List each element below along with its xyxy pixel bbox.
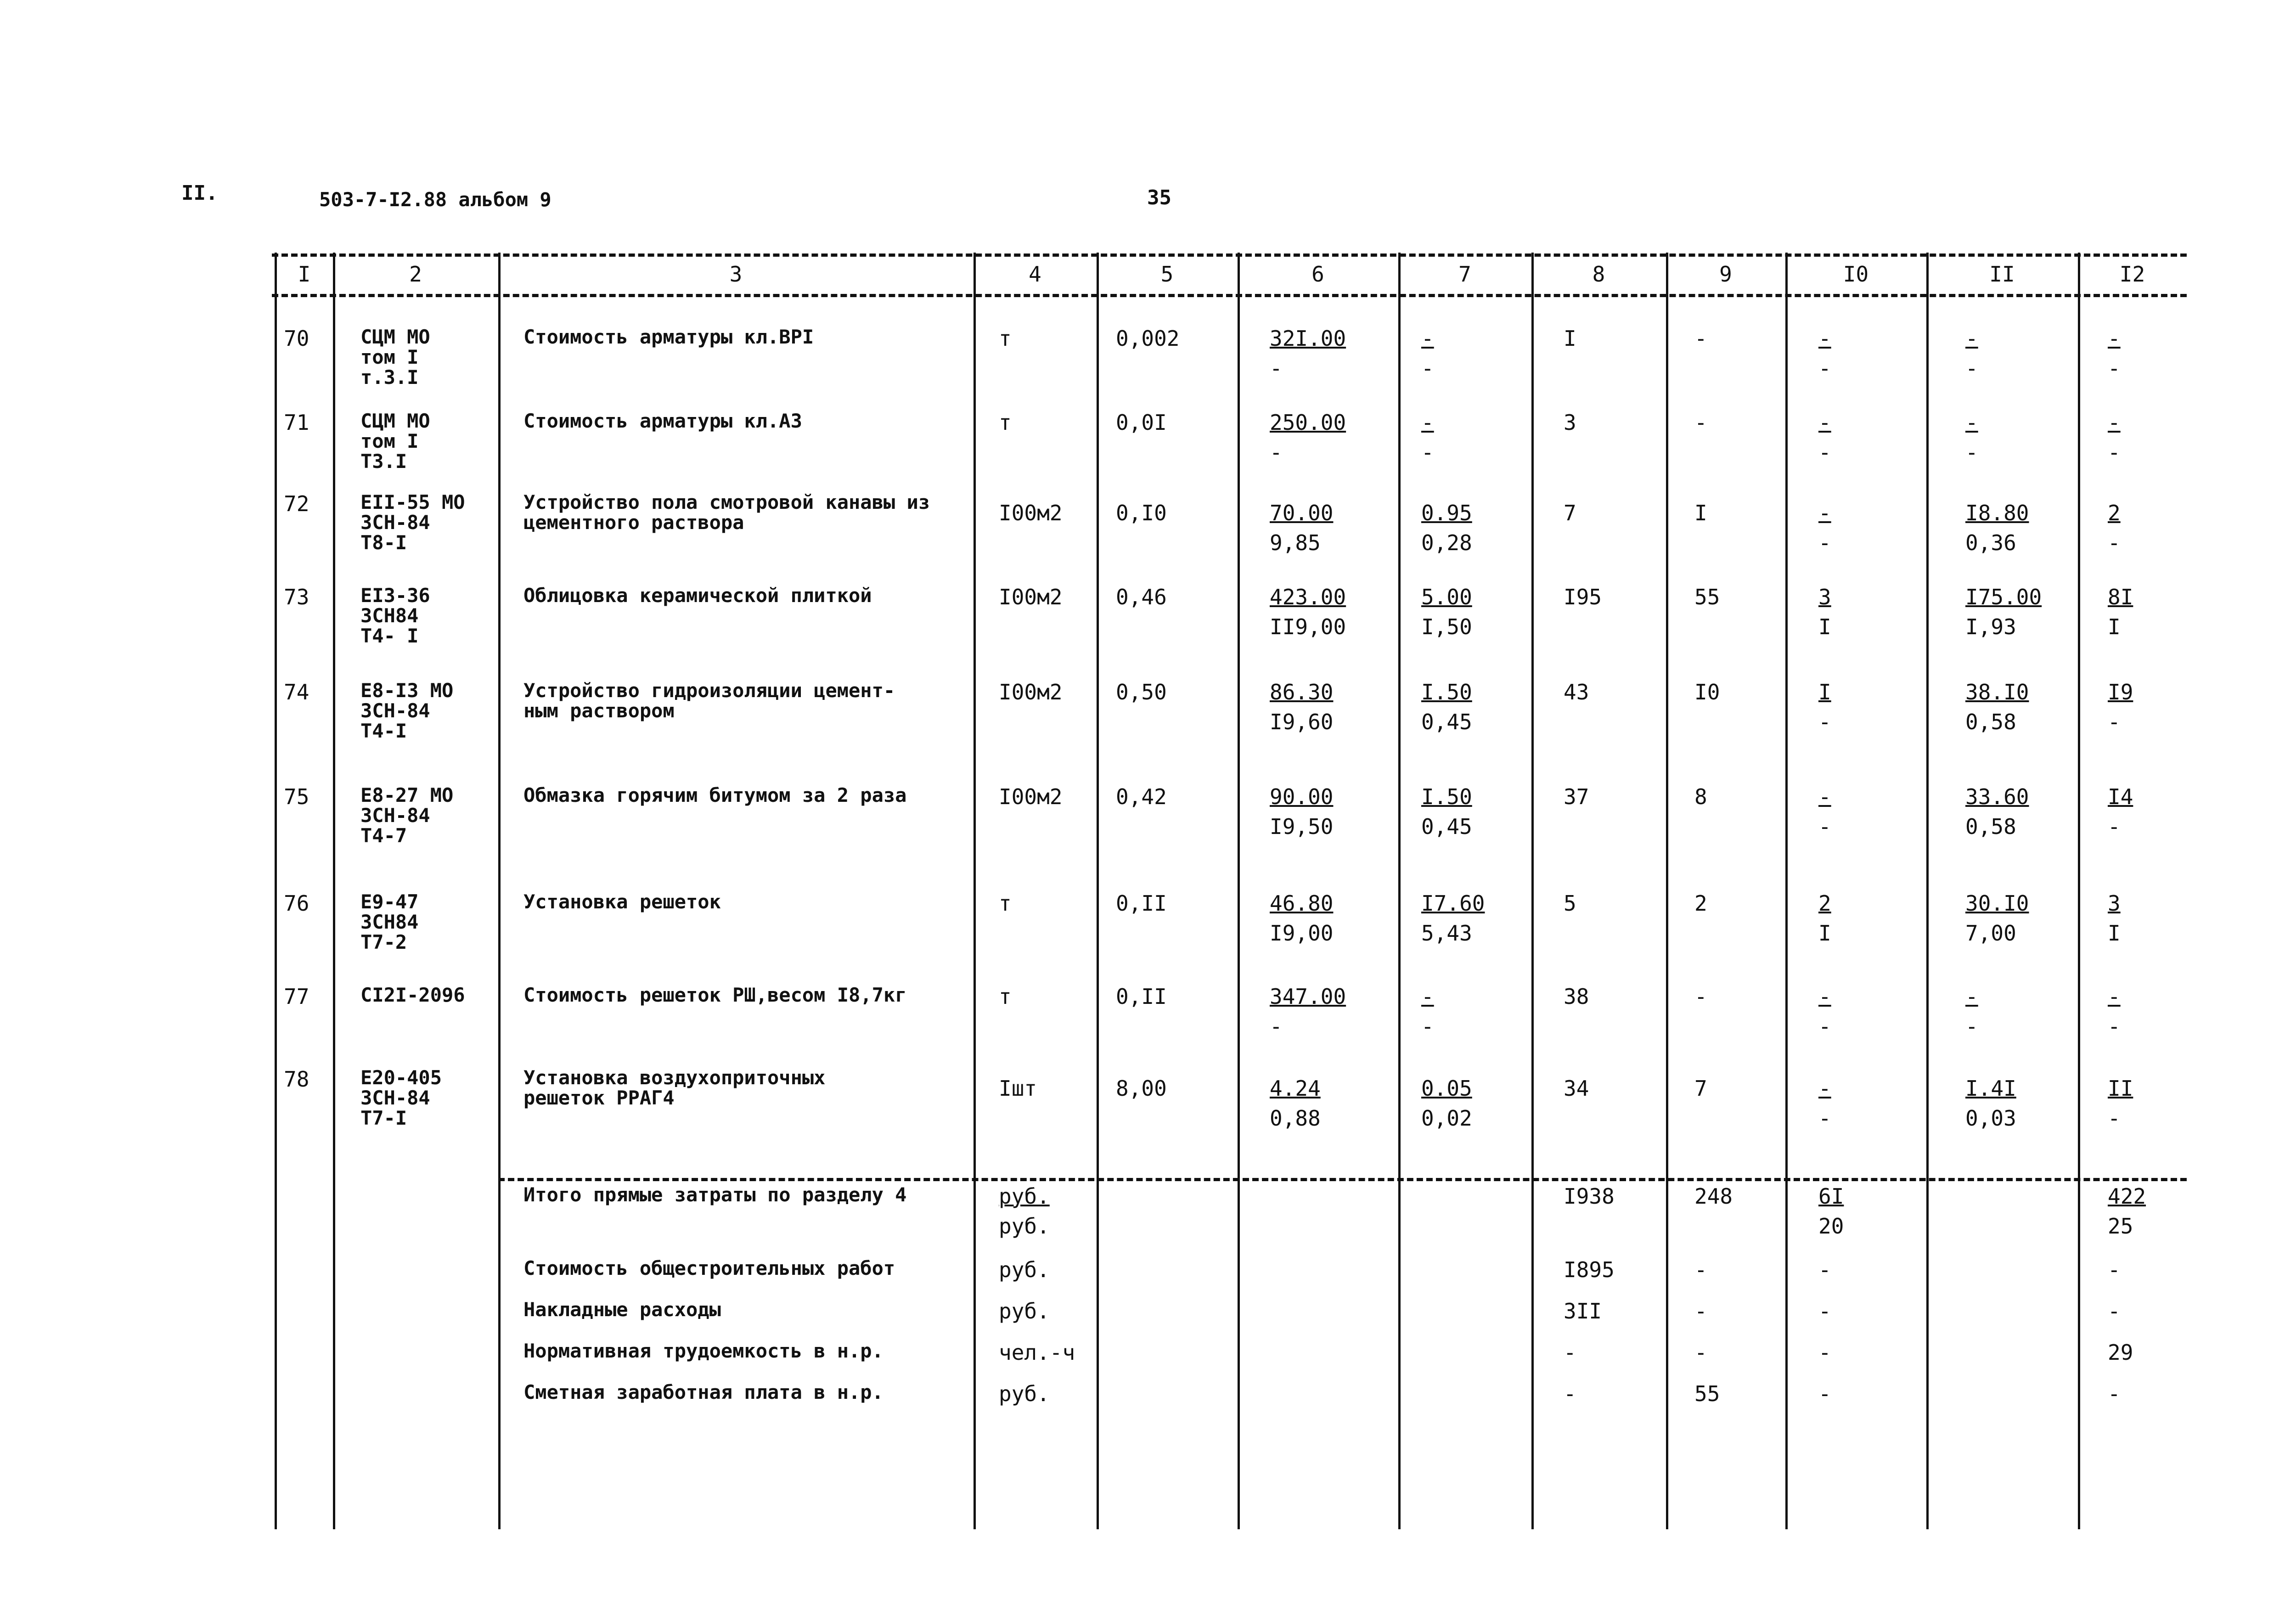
row-wage-total: - [1694,410,1707,435]
row-labor: 33.60 [1965,784,2029,809]
row-wage-total: 2 [1694,891,1707,916]
column-header-6: 6 [1311,262,1324,287]
row-code: Е20-405 ЗСН-84 Т7-I [360,1066,442,1129]
row-number: 72 [284,491,310,516]
row-labor-total: I4 [2108,784,2133,809]
row-name: Обмазка горячим битумом за 2 раза [523,784,907,806]
col-line [974,253,976,1529]
row-labor: - [1965,326,1978,351]
row-price-wage: II9,00 [1270,614,1346,639]
totals-col10: - [1818,1340,1831,1365]
row-name: Стоимость решеток РШ,весом I8,7кг [523,984,907,1006]
row-wage-total: I0 [1694,680,1720,704]
corner-number: II. [181,181,218,205]
row-labor-total-b: - [2108,814,2121,839]
row-number: 70 [284,326,310,351]
col-line [498,253,501,1529]
row-machine-wage-total: I [1818,921,1831,946]
row-unit: т [999,891,1012,916]
column-header-11: II [1989,262,2015,287]
row-labor-b: - [1965,440,1978,465]
row-total: 3 [1564,410,1576,435]
row-labor-b: 7,00 [1965,921,2016,946]
col-line [1785,253,1788,1529]
row-machine-total: - [1818,501,1831,525]
totals-col10: - [1818,1257,1831,1282]
totals-unit-2: руб. [999,1214,1050,1239]
row-number: 77 [284,984,310,1009]
column-header-4: 4 [1029,262,1041,287]
row-number: 71 [284,410,310,435]
row-machine-wage-total: - [1818,710,1831,734]
totals-col8: I938 [1564,1184,1615,1209]
row-name: Устройство пола смотровой канавы из цементного раствора [523,491,930,534]
row-machine-wage: 0,02 [1421,1106,1472,1131]
row-machine-wage-total: I [1818,614,1831,639]
row-qty: 0,002 [1116,326,1180,351]
row-wage-total: - [1694,984,1707,1009]
row-code: ЕII-55 МО ЗСН-84 Т8-I [360,491,465,554]
totals-col9: - [1694,1299,1707,1324]
row-machine-total: 2 [1818,891,1831,916]
row-labor-total-b: I [2108,921,2121,946]
row-price: 250.00 [1270,410,1346,435]
row-machine-wage-total: - [1818,356,1831,381]
row-unit: Iшт [999,1076,1037,1101]
row-labor-total: I9 [2108,680,2133,704]
totals-col9: - [1694,1257,1707,1282]
row-labor: 38.I0 [1965,680,2029,704]
totals-name: Итого прямые затраты по разделу 4 [523,1183,907,1206]
totals-col8: - [1564,1381,1576,1406]
row-name: Стоимость арматуры кл.ВРI [523,326,814,348]
row-code: СI2I-2096 [360,984,465,1006]
document-code: 503-7-I2.88 альбом 9 [319,188,551,211]
column-header-1: I [298,262,311,287]
totals-unit: руб. [999,1299,1050,1324]
row-labor-total-b: - [2108,356,2121,381]
row-price-wage: 9,85 [1270,530,1321,555]
row-machine-total: 3 [1818,585,1831,609]
row-unit: I00м2 [999,784,1063,809]
totals-col10: - [1818,1299,1831,1324]
row-machine-total: - [1818,784,1831,809]
row-price-wage: I9,00 [1270,921,1334,946]
row-qty: 0,42 [1116,784,1167,809]
row-labor-b: 0,58 [1965,814,2016,839]
row-price: 90.00 [1270,784,1334,809]
row-machine-wage-total: - [1818,814,1831,839]
row-machine-wage: - [1421,356,1434,381]
row-price: 347.00 [1270,984,1346,1009]
row-unit: т [999,410,1012,435]
row-total: 37 [1564,784,1589,809]
row-labor-total: - [2108,984,2121,1009]
column-header-2: 2 [409,262,422,287]
column-header-8: 8 [1592,262,1605,287]
row-labor-total: - [2108,410,2121,435]
row-machine-wage: - [1421,440,1434,465]
row-labor-total-b: I [2108,614,2121,639]
totals-name: Накладные расходы [523,1298,721,1321]
row-machine-wage-total: - [1818,1014,1831,1039]
row-labor: - [1965,410,1978,435]
row-labor-total-b: - [2108,1014,2121,1039]
row-machine-wage: 0,45 [1421,814,1472,839]
row-machine-total: - [1818,1076,1831,1101]
row-code: Е9-47 ЗСН84 Т7-2 [360,890,419,953]
row-code: СЦМ МО том I ТЗ.I [360,410,430,473]
col-line [1531,253,1534,1529]
totals-name: Сметная заработная плата в н.р. [523,1381,884,1403]
row-price-wage: - [1270,356,1283,381]
totals-col12-b: 25 [2108,1214,2133,1239]
col-line [1097,253,1099,1529]
row-labor-b: - [1965,1014,1978,1039]
row-number: 78 [284,1067,310,1092]
col-line [1926,253,1929,1529]
row-machine-total: - [1818,410,1831,435]
row-number: 74 [284,680,310,704]
row-labor-b: 0,03 [1965,1106,2016,1131]
col-line [2078,253,2080,1529]
totals-col8: 3II [1564,1299,1602,1324]
totals-col12: 422 [2108,1184,2146,1209]
row-total: 43 [1564,680,1589,704]
row-unit: т [999,326,1012,351]
column-header-3: 3 [729,262,743,287]
row-price-wage: I9,50 [1270,814,1334,839]
row-number: 75 [284,784,310,809]
row-total: 7 [1564,501,1576,525]
row-number: 73 [284,585,310,609]
totals-col9: 55 [1694,1381,1720,1406]
row-labor: - [1965,984,1978,1009]
row-code: ЕI3-36 ЗСН84 Т4- I [360,584,430,647]
col-line [275,253,277,1529]
row-qty: 0,50 [1116,680,1167,704]
row-code: СЦМ МО том I т.З.I [360,326,430,389]
totals-col9: - [1694,1340,1707,1365]
row-total: 34 [1564,1076,1589,1101]
row-machine: I.50 [1421,680,1472,704]
row-price: 46.80 [1270,891,1334,916]
col-line [1666,253,1668,1529]
row-wage-total: 7 [1694,1076,1707,1101]
totals-unit: руб. [999,1184,1050,1209]
row-code: Е8-27 МО ЗСН-84 Т4-7 [360,784,454,847]
row-qty: 0,I0 [1116,501,1167,525]
totals-col9: 248 [1694,1184,1733,1209]
row-total: 5 [1564,891,1576,916]
row-labor-b: 0,58 [1965,710,2016,734]
row-code: Е8-I3 МО ЗСН-84 Т4-I [360,679,454,742]
row-price-wage: 0,88 [1270,1106,1321,1131]
row-machine: - [1421,984,1434,1009]
totals-name: Нормативная трудоемкость в н.р. [523,1340,884,1362]
row-machine: - [1421,326,1434,351]
totals-col10-b: 20 [1818,1214,1844,1239]
col-line [1238,253,1240,1529]
row-total: I [1564,326,1576,351]
row-price: 70.00 [1270,501,1334,525]
totals-col10: 6I [1818,1184,1844,1209]
column-header-5: 5 [1160,262,1174,287]
header-bottom-border [272,294,2187,297]
column-header-10: I0 [1843,262,1869,287]
row-machine-wage-total: - [1818,1106,1831,1131]
column-header-9: 9 [1719,262,1732,287]
row-machine: I.50 [1421,784,1472,809]
row-labor-total: - [2108,326,2121,351]
row-unit: I00м2 [999,501,1063,525]
row-wage-total: 8 [1694,784,1707,809]
row-machine-total: - [1818,326,1831,351]
row-labor: 30.I0 [1965,891,2029,916]
totals-col8: - [1564,1340,1576,1365]
row-labor-total-b: - [2108,710,2121,734]
totals-name: Стоимость общестроительных работ [523,1257,895,1279]
row-unit: I00м2 [999,680,1063,704]
row-price: 423.00 [1270,585,1346,609]
row-labor-b: - [1965,356,1978,381]
totals-separator [498,1178,2187,1181]
row-machine-wage-total: - [1818,530,1831,555]
row-machine: 0.05 [1421,1076,1472,1101]
row-machine-wage: - [1421,1014,1434,1039]
row-wage-total: - [1694,326,1707,351]
row-name: Установка воздухоприточных решеток РРАГ4 [523,1066,826,1109]
col-line [1398,253,1401,1529]
row-labor-total: 8I [2108,585,2133,609]
totals-unit: руб. [999,1257,1050,1282]
row-qty: 0,II [1116,984,1167,1009]
row-total: 38 [1564,984,1589,1009]
row-machine-wage-total: - [1818,440,1831,465]
row-machine-wage: I,50 [1421,614,1472,639]
row-price-wage: I9,60 [1270,710,1334,734]
row-labor: I8.80 [1965,501,2029,525]
page-number: 35 [1147,186,1171,209]
row-machine-wage: 0,45 [1421,710,1472,734]
totals-unit: руб. [999,1381,1050,1406]
row-price: 32I.00 [1270,326,1346,351]
row-number: 76 [284,891,310,916]
totals-col10: - [1818,1381,1831,1406]
totals-col12: - [2108,1299,2121,1324]
row-price-wage: - [1270,440,1283,465]
column-header-7: 7 [1458,262,1471,287]
row-labor-b: 0,36 [1965,530,2016,555]
row-labor-total-b: - [2108,530,2121,555]
table-top-border [272,253,2187,257]
col-line [333,253,335,1529]
row-wage-total: I [1694,501,1707,525]
totals-col12: - [2108,1381,2121,1406]
row-name: Облицовка керамической плиткой [523,584,872,607]
row-qty: 0,0I [1116,410,1167,435]
totals-col12: - [2108,1257,2121,1282]
row-name: Устройство гидроизоляции цемент- ным раствором [523,679,895,722]
row-price: 4.24 [1270,1076,1321,1101]
row-machine-wage: 0,28 [1421,530,1472,555]
row-qty: 8,00 [1116,1076,1167,1101]
row-wage-total: 55 [1694,585,1720,609]
totals-col8: I895 [1564,1257,1615,1282]
row-labor: I75.00 [1965,585,2042,609]
column-header-12: I2 [2119,262,2145,287]
row-unit: т [999,984,1012,1009]
row-name: Установка решеток [523,890,721,913]
row-machine: 5.00 [1421,585,1472,609]
row-unit: I00м2 [999,585,1063,609]
row-price: 86.30 [1270,680,1334,704]
row-qty: 0,II [1116,891,1167,916]
totals-col12: 29 [2108,1340,2133,1365]
row-labor-total: 2 [2108,501,2121,525]
row-labor-total-b: - [2108,440,2121,465]
row-price-wage: - [1270,1014,1283,1039]
row-machine: - [1421,410,1434,435]
totals-unit: чел.-ч [999,1340,1075,1365]
row-machine-wage: 5,43 [1421,921,1472,946]
row-labor-total: 3 [2108,891,2121,916]
row-machine: I7.60 [1421,891,1485,916]
row-labor-b: I,93 [1965,614,2016,639]
row-name: Стоимость арматуры кл.АЗ [523,410,802,432]
row-machine: 0.95 [1421,501,1472,525]
row-labor-total-b: - [2108,1106,2121,1131]
row-machine-total: - [1818,984,1831,1009]
row-labor-total: II [2108,1076,2133,1101]
row-total: I95 [1564,585,1602,609]
row-labor: I.4I [1965,1076,2016,1101]
row-qty: 0,46 [1116,585,1167,609]
row-machine-total: I [1818,680,1831,704]
